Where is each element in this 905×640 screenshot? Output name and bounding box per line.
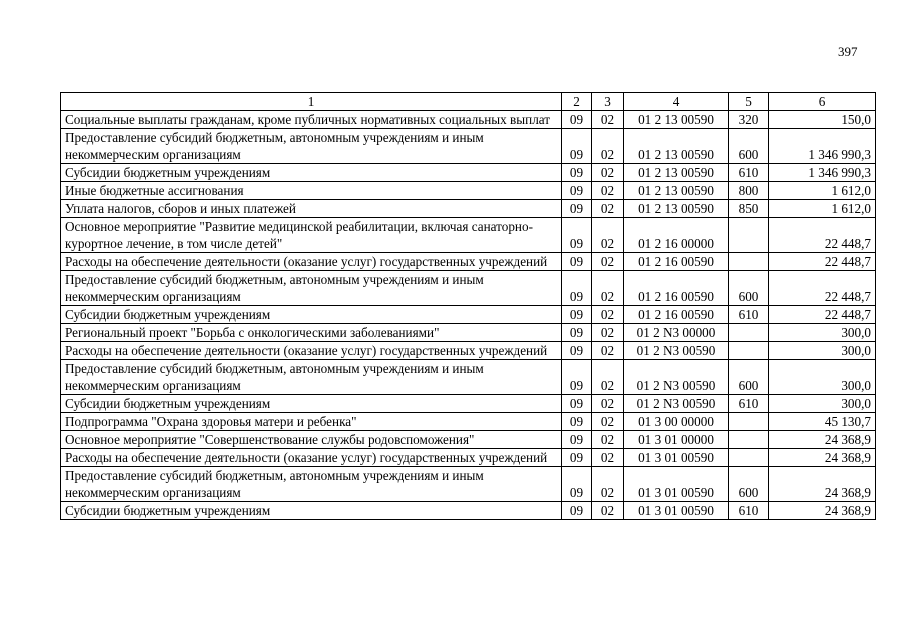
- row-section: 09: [562, 324, 592, 342]
- row-target-article: 01 3 01 00590: [624, 449, 729, 467]
- row-target-article: 01 2 16 00590: [624, 306, 729, 324]
- row-description: Предоставление субсидий бюджетным, автономным учреждениям и иным некоммерческим организациям: [61, 271, 562, 306]
- row-expense-type: 610: [729, 502, 769, 520]
- row-section: 09: [562, 129, 592, 164]
- column-header-6: 6: [769, 93, 876, 111]
- row-amount: 22 448,7: [769, 306, 876, 324]
- row-target-article: 01 2 N3 00000: [624, 324, 729, 342]
- row-amount: 22 448,7: [769, 218, 876, 253]
- row-target-article: 01 3 01 00590: [624, 467, 729, 502]
- table-row: [61, 164, 876, 182]
- table-row: [61, 111, 876, 129]
- row-amount: 300,0: [769, 360, 876, 395]
- row-section: 09: [562, 449, 592, 467]
- row-subsection: 02: [592, 431, 624, 449]
- row-target-article: 01 3 01 00590: [624, 502, 729, 520]
- row-description: Субсидии бюджетным учреждениям: [61, 306, 562, 324]
- row-subsection: 02: [592, 200, 624, 218]
- row-section: 09: [562, 413, 592, 431]
- row-expense-type: [729, 324, 769, 342]
- row-subsection: 02: [592, 253, 624, 271]
- row-amount: 1 612,0: [769, 182, 876, 200]
- row-amount: 1 612,0: [769, 200, 876, 218]
- row-amount: 22 448,7: [769, 253, 876, 271]
- row-subsection: 02: [592, 271, 624, 306]
- page-number: 397: [838, 44, 858, 59]
- row-section: 09: [562, 360, 592, 395]
- row-expense-type: [729, 431, 769, 449]
- row-subsection: 02: [592, 502, 624, 520]
- row-section: 09: [562, 502, 592, 520]
- column-header-3: 3: [592, 93, 624, 111]
- row-section: 09: [562, 253, 592, 271]
- table-row: [61, 200, 876, 218]
- row-subsection: 02: [592, 218, 624, 253]
- column-header-4: 4: [624, 93, 729, 111]
- table-row: [61, 502, 876, 520]
- column-header-1: 1: [61, 93, 562, 111]
- row-amount: 45 130,7: [769, 413, 876, 431]
- table-row: [61, 360, 876, 395]
- column-header-2: 2: [562, 93, 592, 111]
- table-row: [61, 253, 876, 271]
- row-expense-type: 600: [729, 360, 769, 395]
- row-amount: 300,0: [769, 324, 876, 342]
- table-row: [61, 218, 876, 253]
- row-target-article: 01 2 16 00000: [624, 218, 729, 253]
- row-expense-type: [729, 253, 769, 271]
- row-section: 09: [562, 395, 592, 413]
- row-description: Субсидии бюджетным учреждениям: [61, 164, 562, 182]
- table-header-row: [61, 93, 876, 111]
- table-row: [61, 413, 876, 431]
- row-section: 09: [562, 431, 592, 449]
- row-expense-type: 800: [729, 182, 769, 200]
- row-target-article: 01 2 16 00590: [624, 253, 729, 271]
- table-body: [61, 111, 876, 520]
- row-section: 09: [562, 342, 592, 360]
- table-row: [61, 449, 876, 467]
- column-header-5: 5: [729, 93, 769, 111]
- row-target-article: 01 2 13 00590: [624, 111, 729, 129]
- row-expense-type: 850: [729, 200, 769, 218]
- row-description: Основное мероприятие "Совершенствование службы родовспоможения": [61, 431, 562, 449]
- row-description: Расходы на обеспечение деятельности (оказание услуг) государственных учреждений: [61, 253, 562, 271]
- row-description: Субсидии бюджетным учреждениям: [61, 502, 562, 520]
- table-row: [61, 306, 876, 324]
- budget-table: [60, 92, 876, 520]
- row-amount: 300,0: [769, 395, 876, 413]
- row-expense-type: [729, 449, 769, 467]
- table-row: [61, 395, 876, 413]
- row-section: 09: [562, 164, 592, 182]
- row-target-article: 01 2 N3 00590: [624, 342, 729, 360]
- table-row: [61, 342, 876, 360]
- row-amount: 22 448,7: [769, 271, 876, 306]
- row-subsection: 02: [592, 324, 624, 342]
- row-description: Уплата налогов, сборов и иных платежей: [61, 200, 562, 218]
- table-row: [61, 431, 876, 449]
- row-description: Субсидии бюджетным учреждениям: [61, 395, 562, 413]
- row-subsection: 02: [592, 467, 624, 502]
- table-row: [61, 467, 876, 502]
- row-target-article: 01 2 N3 00590: [624, 360, 729, 395]
- row-expense-type: 610: [729, 164, 769, 182]
- row-section: 09: [562, 200, 592, 218]
- row-expense-type: 600: [729, 467, 769, 502]
- table-row: [61, 182, 876, 200]
- table-row: [61, 324, 876, 342]
- row-section: 09: [562, 218, 592, 253]
- row-amount: 300,0: [769, 342, 876, 360]
- row-expense-type: 320: [729, 111, 769, 129]
- row-amount: 24 368,9: [769, 431, 876, 449]
- row-target-article: 01 3 00 00000: [624, 413, 729, 431]
- row-amount: 24 368,9: [769, 502, 876, 520]
- row-subsection: 02: [592, 395, 624, 413]
- row-amount: 1 346 990,3: [769, 164, 876, 182]
- row-amount: 1 346 990,3: [769, 129, 876, 164]
- row-expense-type: [729, 218, 769, 253]
- row-section: 09: [562, 467, 592, 502]
- row-expense-type: 610: [729, 395, 769, 413]
- row-subsection: 02: [592, 342, 624, 360]
- row-subsection: 02: [592, 164, 624, 182]
- row-target-article: 01 2 13 00590: [624, 200, 729, 218]
- row-target-article: 01 3 01 00000: [624, 431, 729, 449]
- row-section: 09: [562, 306, 592, 324]
- row-section: 09: [562, 111, 592, 129]
- row-expense-type: [729, 413, 769, 431]
- row-description: Расходы на обеспечение деятельности (оказание услуг) государственных учреждений: [61, 342, 562, 360]
- row-amount: 150,0: [769, 111, 876, 129]
- row-description: Подпрограмма "Охрана здоровья матери и ребенка": [61, 413, 562, 431]
- row-expense-type: [729, 342, 769, 360]
- row-description: Основное мероприятие "Развитие медицинской реабилитации, включая санаторно-курортное лечение, в том числе детей": [61, 218, 562, 253]
- row-expense-type: 600: [729, 271, 769, 306]
- row-description: Предоставление субсидий бюджетным, автономным учреждениям и иным некоммерческим организациям: [61, 129, 562, 164]
- table-row: [61, 129, 876, 164]
- row-section: 09: [562, 271, 592, 306]
- row-subsection: 02: [592, 413, 624, 431]
- row-target-article: 01 2 13 00590: [624, 164, 729, 182]
- row-description: Иные бюджетные ассигнования: [61, 182, 562, 200]
- row-subsection: 02: [592, 449, 624, 467]
- row-description: Социальные выплаты гражданам, кроме публичных нормативных социальных выплат: [61, 111, 562, 129]
- row-amount: 24 368,9: [769, 467, 876, 502]
- row-expense-type: 610: [729, 306, 769, 324]
- row-expense-type: 600: [729, 129, 769, 164]
- row-description: Предоставление субсидий бюджетным, автономным учреждениям и иным некоммерческим организациям: [61, 467, 562, 502]
- row-subsection: 02: [592, 182, 624, 200]
- row-description: Предоставление субсидий бюджетным, автономным учреждениям и иным некоммерческим организациям: [61, 360, 562, 395]
- row-subsection: 02: [592, 306, 624, 324]
- row-section: 09: [562, 182, 592, 200]
- row-target-article: 01 2 16 00590: [624, 271, 729, 306]
- row-amount: 24 368,9: [769, 449, 876, 467]
- row-subsection: 02: [592, 360, 624, 395]
- row-target-article: 01 2 13 00590: [624, 182, 729, 200]
- row-description: Расходы на обеспечение деятельности (оказание услуг) государственных учреждений: [61, 449, 562, 467]
- row-subsection: 02: [592, 129, 624, 164]
- row-description: Региональный проект "Борьба с онкологическими заболеваниями": [61, 324, 562, 342]
- row-subsection: 02: [592, 111, 624, 129]
- row-target-article: 01 2 N3 00590: [624, 395, 729, 413]
- row-target-article: 01 2 13 00590: [624, 129, 729, 164]
- table-row: [61, 271, 876, 306]
